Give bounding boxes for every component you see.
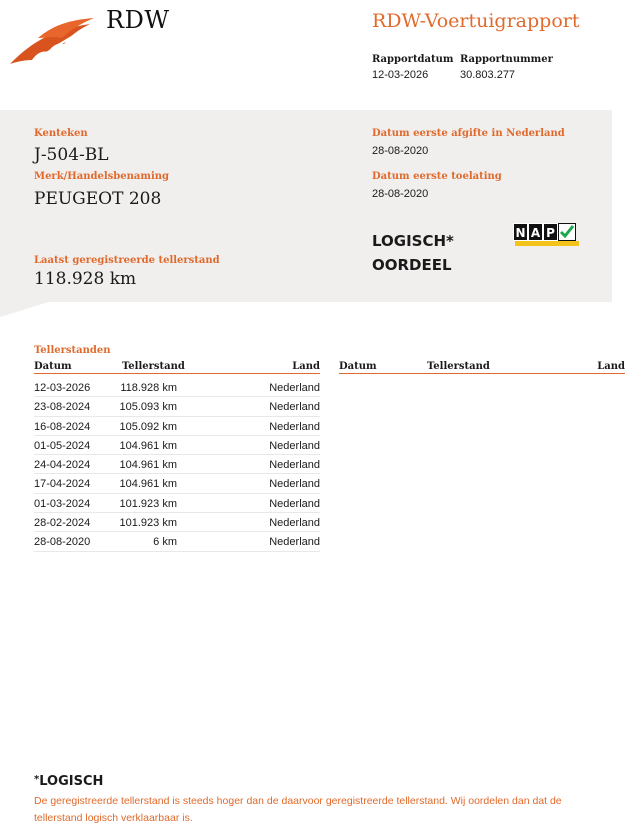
table-header-right [339,361,625,374]
row-reading: 101.923 km [119,517,177,530]
report-date-label: Rapportdatum [372,54,454,65]
table-header-left [34,361,320,374]
row-reading: 105.093 km [119,401,177,414]
odometer-table-title: Tellerstanden [34,345,111,356]
footnote-text: De geregistreerde tellerstand is steeds hoger dan de daarvoor geregistreerde tellerstand. Wij oordelen dan dat de tellerstand logisch verklaarbaar is. [34,795,562,824]
make-value: PEUGEOT 208 [34,189,162,209]
header-reading: Tellerstand [427,361,490,372]
row-date: 28-08-2020 [34,536,91,549]
row-date: 16-08-2024 [34,420,91,433]
checkmark-icon [558,223,576,241]
rdw-logo-icon [8,16,96,66]
row-reading: 105.092 km [119,420,177,433]
row-country: Nederland [269,420,320,433]
header-country: Land [292,361,320,372]
header-country: Land [597,361,625,372]
table-row [34,436,320,455]
table-row [34,532,320,551]
table-row [34,397,320,416]
document-title: RDW-Voertuigrapport [372,10,580,32]
nap-letter-p: P [543,223,558,241]
first-admission-value: 28-08-2020 [372,188,429,200]
row-reading: 101.923 km [119,497,177,510]
row-date: 23-08-2024 [34,401,91,414]
row-country: Nederland [269,517,320,530]
brand-name: RDW [106,6,170,34]
nap-letter-n: N [513,223,528,241]
row-date: 17-04-2024 [34,478,91,491]
row-country: Nederland [269,401,320,414]
report-date-value: 12-03-2026 [372,69,429,81]
table-row [34,378,320,397]
footnote-star: * [34,774,40,785]
row-country: Nederland [269,439,320,452]
table-row [34,474,320,493]
header-date: Datum [339,361,377,372]
row-date: 01-03-2024 [34,497,91,510]
row-country: Nederland [269,382,320,394]
table-row [34,455,320,474]
row-reading: 104.961 km [119,478,177,491]
odometer-verdict [372,229,454,277]
row-reading: 118.928 km [120,382,177,394]
first-issue-nl-value: 28-08-2020 [372,145,429,157]
row-country: Nederland [269,497,320,510]
panel-corner [0,301,52,317]
footnote-title [34,774,103,789]
row-country: Nederland [269,536,320,549]
nap-letter-a: A [528,223,543,241]
header-date: Datum [34,361,72,372]
row-date: 24-04-2024 [34,459,91,472]
nap-underline [515,241,579,246]
verdict-line-2: OORDEEL [372,256,452,274]
report-number-value: 30.803.277 [460,69,516,81]
odometer-label: Laatst geregistreerde tellerstand [34,255,220,266]
row-reading: 6 km [153,536,177,549]
table-row [34,417,320,436]
first-issue-nl-label: Datum eerste afgifte in Nederland [372,128,565,139]
plate-label: Kenteken [34,128,88,139]
make-label: Merk/Handelsbenaming [34,171,170,182]
plate-value: J-504-BL [34,145,109,165]
table-row [34,513,320,532]
row-date: 12-03-2026 [34,382,91,394]
verdict-line-1: LOGISCH* [372,232,454,250]
odometer-rows [34,378,320,552]
footnote-title-text: LOGISCH [39,774,104,789]
row-country: Nederland [269,478,320,491]
report-number-label: Rapportnummer [460,54,553,65]
table-row [34,494,320,513]
row-date: 28-02-2024 [34,517,91,530]
nap-logo [513,223,579,249]
first-admission-label: Datum eerste toelating [372,171,502,182]
row-reading: 104.961 km [119,439,177,452]
row-reading: 104.961 km [119,459,177,472]
row-country: Nederland [269,459,320,472]
row-date: 01-05-2024 [34,439,91,452]
header-reading: Tellerstand [122,361,185,372]
odometer-value: 118.928 km [34,269,137,289]
